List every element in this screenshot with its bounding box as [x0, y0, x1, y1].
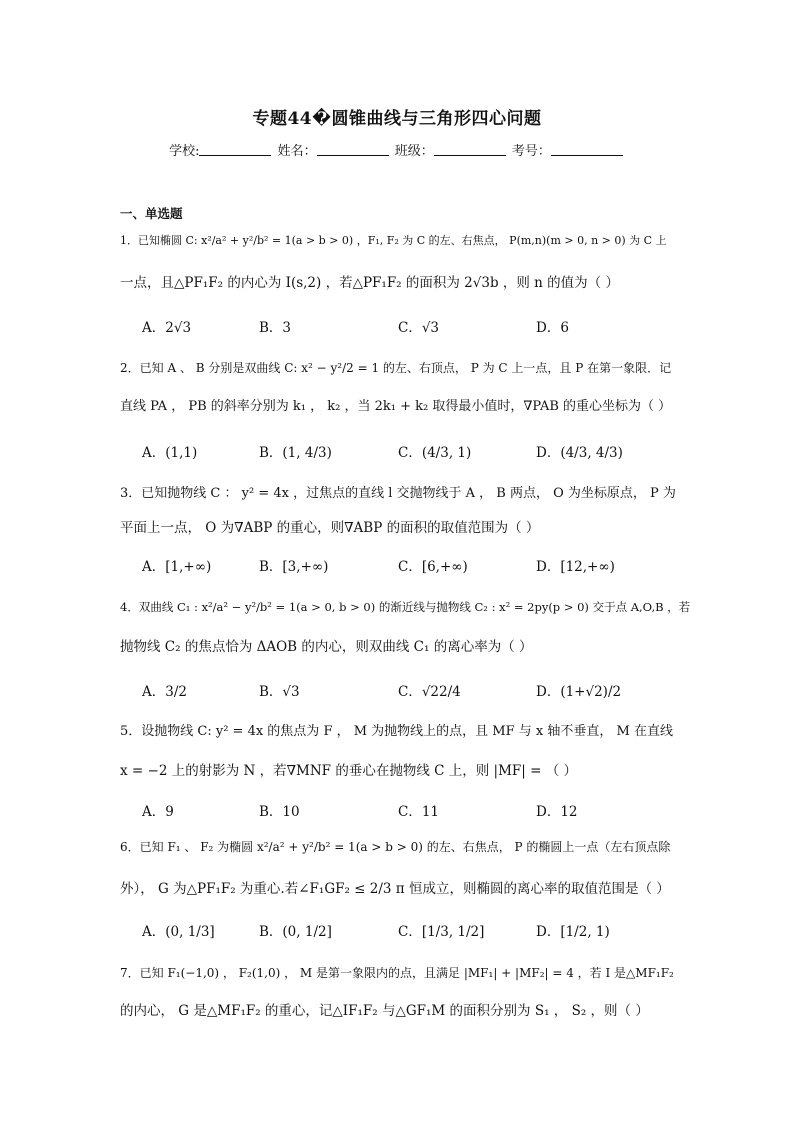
- option-d: D．6: [536, 320, 569, 336]
- question-3-line-1: 3．已知抛物线 C ： y² = 4x ，过焦点的直线 l 交抛物线于 A ， B 两点， O 为坐标原点， P 为: [120, 486, 676, 501]
- class-blank[interactable]: [434, 143, 506, 156]
- option-d: D．[12,+∞): [536, 559, 615, 575]
- name-blank[interactable]: [317, 143, 389, 156]
- student-info-line: [0, 140, 794, 159]
- exam-number-blank[interactable]: [551, 143, 623, 156]
- question-7-line-2: 的内心， G 是△MF₁F₂ 的重心，记△IF₁F₂ 与△GF₁M 的面积分别为 S₁ ， S₂ ，则（ ）: [120, 1003, 649, 1019]
- question-7-line-1: 7．已知 F₁(−1,0) ， F₂(1,0) ， M 是第一象限内的点，且满足 |MF₁| + |MF₂| = 4 ，若 I 是△MF₁F₂: [120, 966, 674, 980]
- exam-number-label: 考号：: [511, 144, 551, 159]
- question-1-options: [142, 316, 702, 340]
- question-1-line-1: 1．已知椭圆 C: x²/a² + y²/b² = 1(a > b > 0) ，F₁, F₂ 为 C 的左、右焦点， P(m,n)(m > 0, n > 0) 为 C 上: [120, 234, 667, 247]
- option-c: C．√22/4: [398, 684, 461, 700]
- option-a: A．2√3: [142, 320, 192, 336]
- option-c: C．[1/3, 1/2]: [398, 924, 485, 940]
- question-2-options: [142, 441, 702, 465]
- page-title: 专题44�圆锥曲线与三角形四心问题: [252, 109, 542, 129]
- option-d: D．(4/3, 4/3): [536, 445, 623, 461]
- school-blank[interactable]: [199, 143, 271, 156]
- question-6-options: [142, 920, 702, 944]
- option-a: A．[1,+∞): [142, 559, 212, 575]
- question-3-line-2: 平面上一点， O 为∇ABP 的重心，则∇ABP 的面积的取值范围为（ ）: [120, 520, 540, 536]
- option-c: C．[6,+∞): [398, 559, 468, 575]
- option-d: D．12: [536, 804, 578, 820]
- question-3-options: [142, 555, 702, 579]
- question-6-line-1: 6．已知 F₁ 、 F₂ 为椭圆 x²/a² + y²/b² = 1(a > b > 0) 的左、右焦点， P 的椭圆上一点（左右顶点除: [120, 840, 671, 854]
- option-a: A．3/2: [142, 684, 187, 700]
- option-c: C．(4/3, 1): [398, 445, 472, 461]
- option-a: A．9: [142, 804, 174, 820]
- question-1-line-2: 一点，且△PF₁F₂ 的内心为 I(s,2) ，若△PF₁F₂ 的面积为 2√3b ，则 n 的值为（ ）: [120, 275, 619, 291]
- name-label: 姓名：: [277, 144, 317, 159]
- option-c: C．11: [398, 804, 440, 820]
- option-b: B．10: [259, 804, 300, 820]
- option-a: A．(0, 1/3]: [142, 924, 215, 940]
- question-5-line-1: 5．设抛物线 C: y² = 4x 的焦点为 F ， M 为抛物线上的点，且 MF 与 x 轴不垂直， M 在直线: [120, 724, 673, 739]
- option-d: D．(1+√2)/2: [536, 684, 622, 700]
- option-a: A．(1,1): [142, 445, 198, 461]
- school-label: 学校:: [169, 144, 200, 159]
- option-b: B．(0, 1/2]: [259, 924, 332, 940]
- option-b: B．(1, 4/3): [259, 445, 332, 461]
- question-5-line-2: x = −2 上的射影为 N ，若∇MNF 的垂心在抛物线 C 上，则 |MF| = （ ）: [120, 763, 577, 779]
- option-b: B．3: [259, 320, 292, 336]
- question-5-options: [142, 800, 702, 824]
- question-2-line-1: 2．已知 A 、 B 分别是双曲线 C: x² − y²/2 = 1 的左、右顶点， P 为 C 上一点，且 P 在第一象限．记: [120, 361, 672, 375]
- question-4-line-2: 抛物线 C₂ 的焦点恰为 ΔAOB 的内心，则双曲线 C₁ 的离心率为（ ）: [120, 639, 533, 655]
- question-2-line-2: 直线 PA ， PB 的斜率分别为 k₁ ， k₂ ，当 2k₁ + k₂ 取得最小值时，∇PAB 的重心坐标为（ ）: [120, 399, 672, 414]
- class-label: 班级：: [394, 144, 434, 159]
- section-heading: 一、单选题: [120, 206, 183, 221]
- option-c: C．√3: [398, 320, 440, 336]
- question-4-options: [142, 680, 702, 704]
- option-d: D．[1/2, 1): [536, 924, 610, 940]
- question-4-line-1: 4．双曲线 C₁ : x²/a² − y²/b² = 1(a > 0, b > 0) 的渐近线与抛物线 C₂ : x² = 2py(p > 0) 交于点 A,O,B ，若: [120, 600, 691, 614]
- option-b: B．√3: [259, 684, 300, 700]
- option-b: B．[3,+∞): [259, 559, 329, 575]
- question-6-line-2: 外）， G 为△PF₁F₂ 为重心.若∠F₁GF₂ ≤ 2/3 π 恒成立，则椭圆的离心率的取值范围是（ ）: [120, 881, 670, 897]
